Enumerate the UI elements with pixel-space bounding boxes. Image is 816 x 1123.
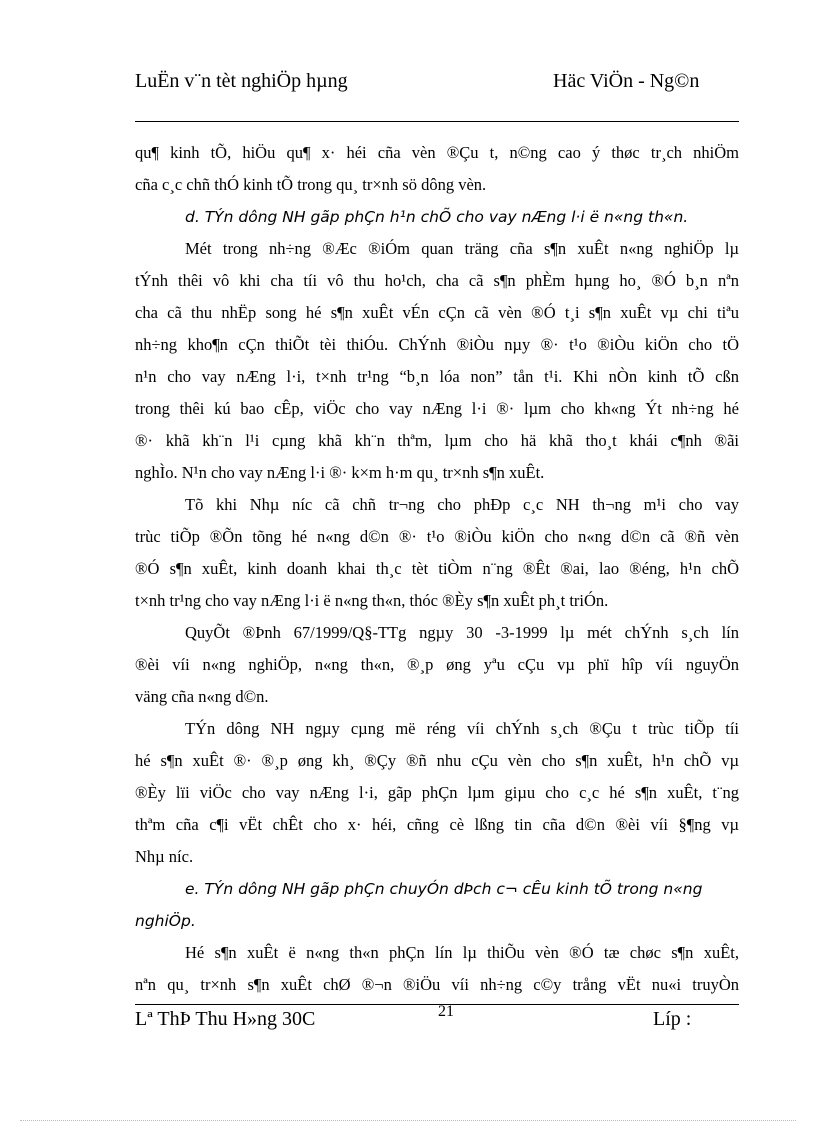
body-line: thªm cña c¶i vËt chÊt cho x· héi, cñng cè lßng tin cña d©n ®èi víi §¶ng vµ <box>135 815 739 834</box>
page-bottom-dotted-divider <box>20 1120 796 1121</box>
body-line: väng cña n«ng d©n. <box>135 687 269 706</box>
body-line: n¹n cho vay nÆng l·i, t×nh tr¹ng “b¸n lóa non” tån t¹i. Khi nÒn kinh tÕ cßn <box>135 367 739 386</box>
body-line: tÝnh thêi vô khi cha tíi vô thu ho¹ch, cha cã s¶n phÈm hµng ho¸ ®Ó b¸n nªn <box>135 271 739 290</box>
body-line: d. TÝn dông NH gãp phÇn h¹n chÕ cho vay nÆng l·i ë n«ng th«n. <box>185 208 689 226</box>
body-line: nghiÖp. <box>135 912 196 930</box>
body-line: nghÌo. N¹n cho vay nÆng l·i ®· k×m h·m qu¸ tr×nh s¶n xuÊt. <box>135 463 545 482</box>
header-thesis-title: LuËn v¨n tèt nghiÖp hµng <box>135 70 348 92</box>
footer-class: Líp : <box>653 1008 692 1030</box>
body-line: Mét trong nh÷ng ®Æc ®iÓm quan träng cña s¶n xuÊt n«ng nghiÖp lµ <box>185 239 739 258</box>
footer-rule <box>135 1004 739 1005</box>
body-line: nªn qu¸ tr×nh s¶n xuÊt chØ ®¬n ®iÖu víi nh÷ng c©y trång vËt nu«i truyÒn <box>135 975 739 994</box>
body-line: ®· khã kh¨n l¹i cµng khã kh¨n thªm, lµm cho hä khã tho¸t khái c¶nh ®ãi <box>135 431 739 450</box>
body-line: Nhµ níc. <box>135 847 194 866</box>
body-line: qu¶ kinh tÕ, hiÖu qu¶ x· héi cña vèn ®Çu t, n©ng cao ý thøc tr¸ch nhiÖm <box>135 143 739 162</box>
body-line: ®èi víi n«ng nghiÖp, n«ng th«n, ®¸p øng yªu cÇu vµ phï hîp víi nguyÖn <box>135 655 739 674</box>
body-line: Tõ khi Nhµ níc cã chñ tr¬ng cho phÐp c¸c NH th¬ng m¹i cho vay <box>185 495 739 514</box>
body-line: t×nh tr¹ng cho vay nÆng l·i ë n«ng th«n, thóc ®Èy s¶n xuÊt ph¸t triÓn. <box>135 591 609 610</box>
body-line: nh÷ng kho¶n cÇn thiÕt tèi thiÓu. ChÝnh ®iÒu nµy ®· t¹o ®iÒu kiÖn cho tÖ <box>135 335 739 354</box>
body-line: QuyÕt ®Þnh 67/1999/Q§-TTg ngµy 30 -3-1999 lµ mét chÝnh s¸ch lín <box>185 623 739 642</box>
page-number: 21 <box>438 1003 454 1020</box>
body-line: e. TÝn dông NH gãp phÇn chuyÓn dÞch c¬ cÊu kinh tÕ trong n«ng <box>185 880 703 898</box>
body-line: TÝn dông NH ngµy cµng më réng víi chÝnh s¸ch ®Çu t trùc tiÕp tíi <box>185 719 739 738</box>
body-line: ®Ó s¶n xuÊt, kinh doanh khai th¸c tèt tiÒm n¨ng ®Êt ®ai, lao ®éng, h¹n chÕ <box>135 559 739 578</box>
header-rule <box>135 121 739 122</box>
body-line: hé s¶n xuÊt ®· ®¸p øng kh¸ ®Çy ®ñ nhu cÇu vèn cho s¶n xuÊt, h¹n chÕ vµ <box>135 751 739 770</box>
footer-author: Lª ThÞ Thu H»ng 30C <box>135 1008 316 1030</box>
body-line: cha cã thu nhËp song hé s¶n xuÊt vÉn cÇn cã vèn ®Ó t¸i s¶n xuÊt vµ chi tiªu <box>135 303 739 322</box>
body-text <box>135 137 739 1001</box>
body-line: ®Èy lïi viÖc cho vay nÆng l·i, gãp phÇn lµm giµu cho c¸c hé s¶n xuÊt, t¨ng <box>135 783 739 802</box>
body-line: Hé s¶n xuÊt ë n«ng th«n phÇn lín lµ thiÕu vèn ®Ó tæ chøc s¶n xuÊt, <box>185 943 739 962</box>
body-line: trùc tiÕp ®Õn tõng hé n«ng d©n ®· t¹o ®iÒu kiÖn cho n«ng d©n cã ®ñ vèn <box>135 527 739 546</box>
body-line: cña c¸c chñ thÓ kinh tÕ trong qu¸ tr×nh sö dông vèn. <box>135 175 487 194</box>
body-line: trong thêi kú bao cÊp, viÖc cho vay nÆng l·i ®· lµm cho kh«ng Ýt nh÷ng hé <box>135 399 739 418</box>
header-institution: Häc ViÖn - Ng©n <box>553 70 700 92</box>
